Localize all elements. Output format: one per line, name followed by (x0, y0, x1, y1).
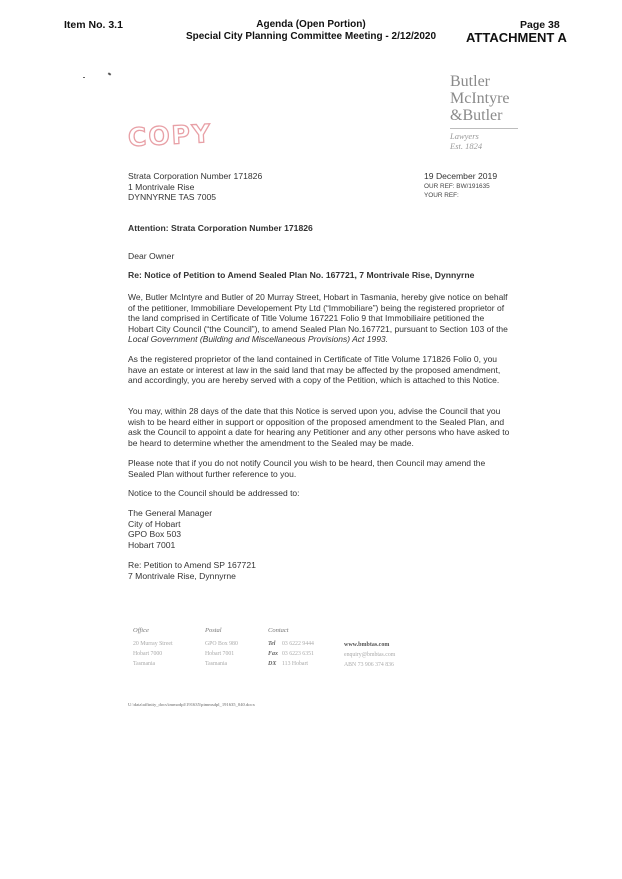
firm-name-line3: &Butler (450, 107, 503, 124)
scan-mark (83, 77, 85, 78)
council-line2: City of Hobart (128, 518, 181, 529)
recipient-line3: DYNNYRNE TAS 7005 (128, 192, 217, 203)
copy-stamp: COPY (127, 118, 213, 153)
paragraph-5: Notice to the Council should be addressed to: (128, 488, 300, 498)
firm-logo (450, 73, 518, 151)
tel-number: 03 6222 9444 (282, 641, 314, 647)
fax-label: Fax (268, 651, 279, 657)
re-line1: Re: Petition to Amend SP 167721 (128, 560, 256, 570)
council-line3: GPO Box 503 (128, 529, 182, 540)
footer-postal (205, 627, 238, 669)
recipient-address (128, 171, 262, 203)
fax-number: 03 6223 6351 (282, 651, 314, 657)
recipient-line2: 1 Montrivale Rise (128, 181, 195, 192)
paragraph-3: You may, within 28 days of the date that this Notice is served upon you, advise the Council that you wish to be heard either in support or opposition of the proposed amendment to the Sealed Plan, and ask the Council to appoint a date for hearing any Petitioner and any other persons who have asked to be heard to determine whether the amendment to the Sealed may be made. (128, 406, 510, 448)
footer-postal-line3: Tasmania (205, 661, 228, 667)
attention-line: Attention: Strata Corporation Number 171826 (128, 223, 313, 233)
council-line4: Hobart 7001 (128, 539, 176, 550)
council-line1: The General Manager (128, 508, 213, 518)
firm-name-line2: McIntyre (450, 90, 510, 107)
footer-office-line2: Hobart 7000 (133, 651, 163, 657)
footer-office-heading: Office (133, 627, 149, 634)
paragraph-1 (128, 292, 512, 345)
scan-mark (108, 72, 112, 75)
page-number: Page 38 (520, 19, 560, 31)
footer-postal-line2: Hobart 7001 (205, 651, 235, 657)
footer-website: www.bmbtas.com (344, 642, 390, 648)
footer-postal-line1: GPO Box 980 (205, 641, 238, 647)
paragraph-2: As the registered proprietor of the land contained in Certificate of Title Volume 171826 Folio 0, you have an estate or interest at law in the said land that may be affected by the proposed amendment, and accordingly, you are hereby served with a copy of the Petition, which is attached to this Notice. (128, 354, 501, 385)
subject-line: Re: Notice of Petition to Amend Sealed Plan No. 167721, 7 Montrivale Rise, Dynnyrne (128, 270, 475, 280)
item-number: Item No. 3.1 (64, 19, 123, 31)
footer-web (344, 640, 395, 670)
letter-date: 19 December 2019 (424, 171, 498, 181)
footer-postal-heading: Postal (205, 627, 222, 634)
footer-office (133, 627, 173, 669)
firm-name-line1: Butler (450, 73, 490, 90)
footer-office-line1: 20 Murray Street (133, 641, 173, 647)
firm-divider (450, 128, 518, 129)
re-line2: 7 Montrivale Rise, Dynnyrne (128, 570, 236, 581)
our-ref: OUR REF: BW/191635 (424, 182, 490, 190)
file-path: U:\data\affinity_docs\immodpl\191635\pimmsdpl_191635_040.docx (128, 702, 255, 707)
paragraph-4: Please note that if you do not notify Council you wish to be heard, then Council may amend the Sealed Plan without further reference to you. (128, 458, 486, 479)
act-title: Local Government (Building and Miscellaneous Provisions) Act 1993. (128, 334, 389, 344)
footer-abn: ABN 73 906 374 836 (344, 662, 394, 668)
agenda-title: Agenda (Open Portion) (256, 19, 366, 30)
letter-meta (424, 171, 497, 201)
paragraph-1-text: We, Butler McIntyre and Butler of 20 Murray Street, Hobart in Tasmania, hereby give notice on behalf of the petitioner, Immobiliare Developement Pty Ltd (“Immobiliare”) being the registered proprietor of the land comprised in Certificate of Title Volume 167221 Folio 9 that Immobiliaire petitioned the Hobart City Council (“the Council”), to amend Sealed Plan No.167721, pursuant to Section 103 of the (128, 292, 508, 334)
footer-contact-heading: Contact (268, 627, 289, 634)
salutation: Dear Owner (128, 251, 175, 261)
attachment-label: ATTACHMENT A (466, 30, 567, 45)
firm-established: Est. 1824 (450, 141, 483, 151)
dx-number: 113 Hobart (282, 661, 309, 667)
footer-email: enquiry@bmbtas.com (344, 652, 396, 658)
dx-label: DX (268, 661, 277, 667)
footer-office-line3: Tasmania (133, 661, 156, 667)
firm-lawyers: Lawyers (450, 131, 479, 141)
tel-label: Tel (268, 641, 276, 647)
meeting-title: Special City Planning Committee Meeting - 2/12/2020 (185, 31, 437, 42)
re-block (128, 560, 256, 581)
recipient-line1: Strata Corporation Number 171826 (128, 171, 263, 181)
council-address (128, 508, 212, 550)
your-ref: YOUR REF: (424, 192, 459, 200)
footer-contact (268, 627, 314, 669)
